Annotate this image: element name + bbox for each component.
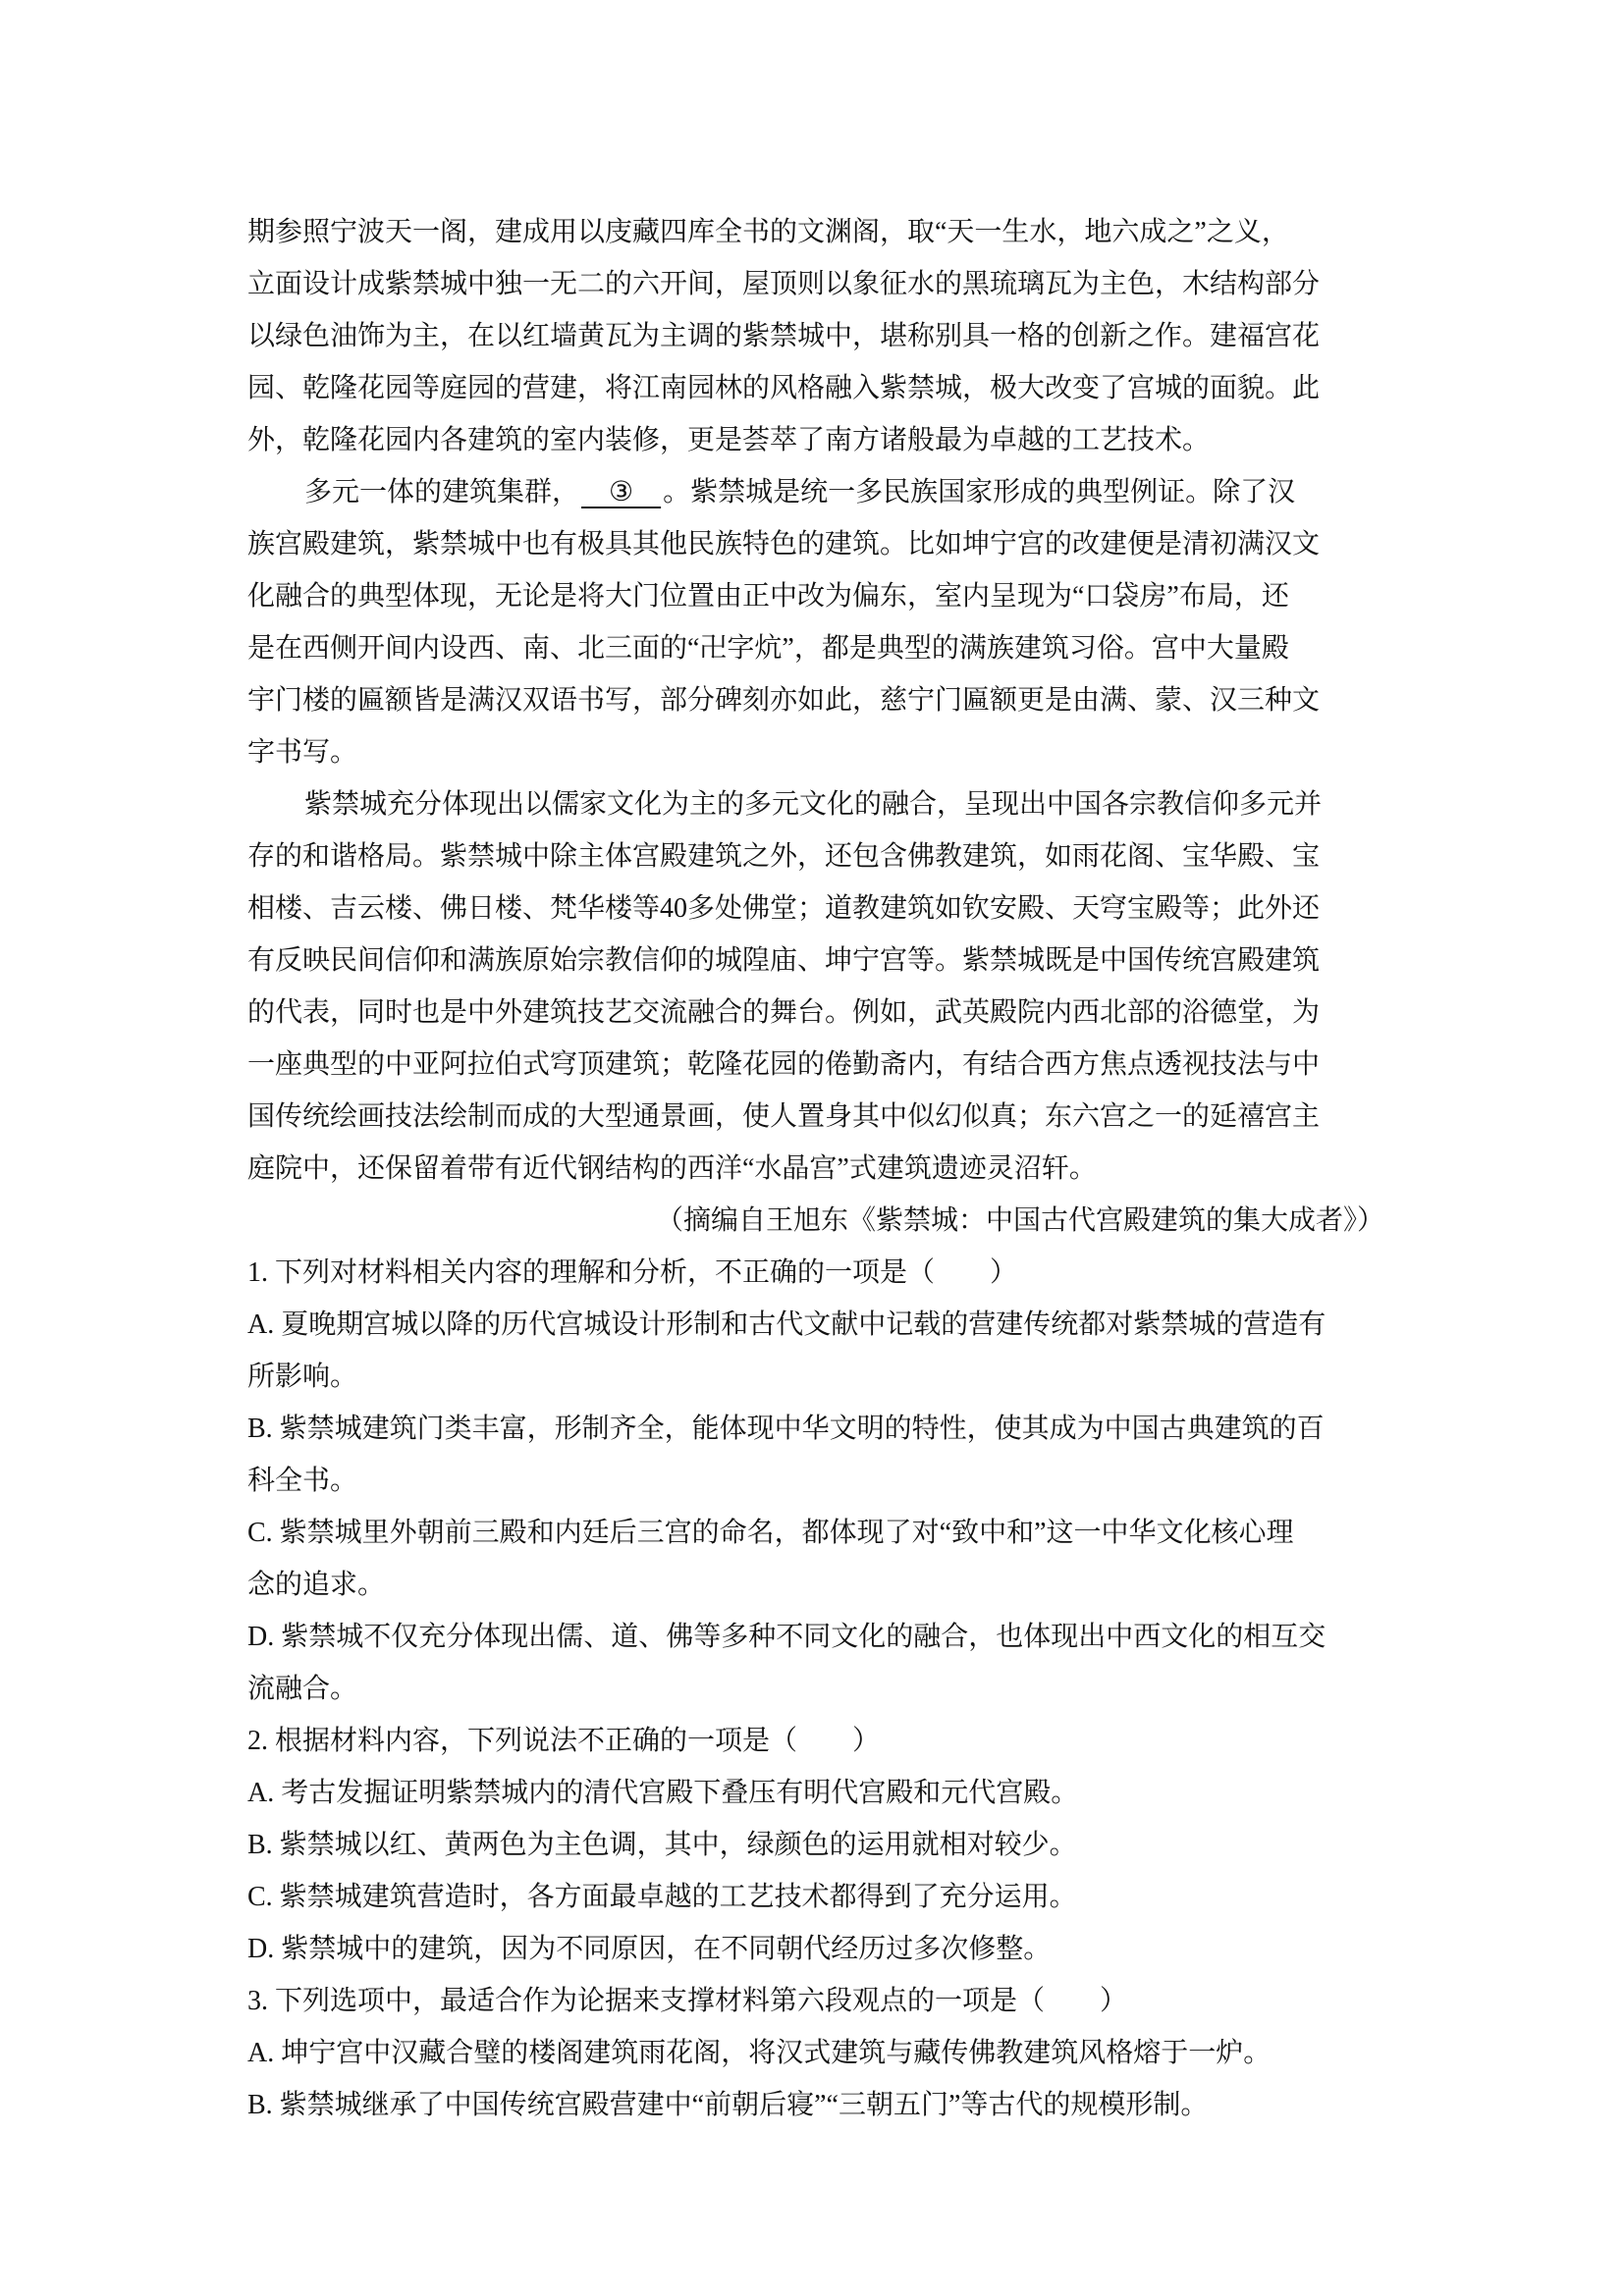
fill-blank-3: ③ bbox=[581, 477, 662, 507]
text-line: 园、乾隆花园等庭园的营建，将江南园林的风格融入紫禁城，极大改变了宫城的面貌。此 bbox=[247, 373, 1321, 403]
source-citation: （摘编自王旭东《紫禁城：中国古代宫殿建筑的集大成者》） bbox=[655, 1205, 1384, 1236]
option-text: 科全书。 bbox=[247, 1466, 358, 1496]
paragraph-wenyuange bbox=[247, 206, 1386, 466]
option-a bbox=[247, 1299, 1386, 1403]
text-line: 存的和谐格局。紫禁城中除主体宫殿建筑之外，还包含佛教建筑，如雨花阁、宝华殿、宝 bbox=[247, 841, 1321, 872]
question-3 bbox=[247, 1975, 1386, 2131]
option-d: D. 紫禁城中的建筑，因为不同原因，在不同朝代经历过多次修整。 bbox=[247, 1934, 1052, 1964]
option-b bbox=[247, 1403, 1386, 1507]
text-line bbox=[247, 466, 1386, 518]
option-d bbox=[247, 1611, 1386, 1715]
question-2 bbox=[247, 1715, 1386, 1975]
option-text: 念的追求。 bbox=[247, 1570, 386, 1600]
option-c bbox=[247, 1507, 1386, 1611]
text-line: 化融合的典型体现，无论是将大门位置由正中改为偏东，室内呈现为“口袋房”布局，还 bbox=[247, 581, 1289, 612]
text-line: 一座典型的中亚阿拉伯式穹顶建筑；乾隆花园的倦勤斋内，有结合西方焦点透视技法与中 bbox=[247, 1049, 1321, 1080]
text-line: 宇门楼的匾额皆是满汉双语书写，部分碑刻亦如此，慈宁门匾额更是由满、蒙、汉三种文 bbox=[247, 685, 1321, 716]
question-stem: 2. 根据材料内容，下列说法不正确的一项是（ ） bbox=[247, 1726, 881, 1756]
text-line: 有反映民间信仰和满族原始宗教信仰的城隍庙、坤宁宫等。紫禁城既是中国传统宫殿建筑 bbox=[247, 945, 1321, 976]
text-line: 外，乾隆花园内各建筑的室内装修，更是荟萃了南方诸般最为卓越的工艺技术。 bbox=[247, 425, 1211, 455]
text-line: 字书写。 bbox=[247, 737, 358, 768]
text-line: 相楼、吉云楼、佛日楼、梵华楼等40多处佛堂；道教建筑如钦安殿、天穹宝殿等；此外还 bbox=[247, 893, 1321, 924]
text-line: 族宫殿建筑，紫禁城中也有极具其他民族特色的建筑。比如坤宁宫的改建便是清初满汉文 bbox=[247, 529, 1321, 560]
paragraph-culture-fusion bbox=[247, 778, 1386, 1195]
text-line: 紫禁城充分体现出以儒家文化为主的多元文化的融合，呈现出中国各宗教信仰多元并 bbox=[304, 789, 1323, 820]
text-line: 国传统绘画技法绘制而成的大型通景画，使人置身其中似幻似真；东六宫之一的延禧宫主 bbox=[247, 1101, 1321, 1132]
passage bbox=[247, 206, 1386, 1247]
option-text: B. 紫禁城建筑门类丰富，形制齐全，能体现中华文明的特性，使其成为中国古典建筑的百 bbox=[247, 1414, 1325, 1444]
paragraph-multiethnic bbox=[247, 466, 1386, 778]
text-segment: 。紫禁城是统一多民族国家形成的典型例证。除了汉 bbox=[663, 477, 1296, 507]
option-c: C. 紫禁城建筑营造时，各方面最卓越的工艺技术都得到了充分运用。 bbox=[247, 1882, 1077, 1912]
option-text: D. 紫禁城不仅充分体现出儒、道、佛等多种不同文化的融合，也体现出中西文化的相互交 bbox=[247, 1622, 1326, 1652]
option-a: A. 考古发掘证明紫禁城内的清代宫殿下叠压有明代宫殿和元代宫殿。 bbox=[247, 1778, 1079, 1808]
option-a: A. 坤宁宫中汉藏合璧的楼阁建筑雨花阁，将汉式建筑与藏传佛教建筑风格熔于一炉。 bbox=[247, 2038, 1272, 2068]
option-text: A. 夏晚期宫城以降的历代宫城设计形制和古代文献中记载的营建传统都对紫禁城的营造有 bbox=[247, 1309, 1326, 1340]
text-line: 是在西侧开间内设西、南、北三面的“卍字炕”，都是典型的满族建筑习俗。宫中大量殿 bbox=[247, 633, 1289, 664]
question-stem: 1. 下列对材料相关内容的理解和分析，不正确的一项是（ ） bbox=[247, 1257, 1018, 1288]
option-text: 所影响。 bbox=[247, 1362, 358, 1392]
text-line: 庭院中，还保留着带有近代钢结构的西洋“水晶宫”式建筑遗迹灵沼轩。 bbox=[247, 1153, 1097, 1184]
text-line: 以绿色油饰为主，在以红墙黄瓦为主调的紫禁城中，堪称别具一格的创新之作。建福宫花 bbox=[247, 321, 1321, 351]
option-b: B. 紫禁城以红、黄两色为主色调，其中，绿颜色的运用就相对较少。 bbox=[247, 1830, 1077, 1860]
question-stem: 3. 下列选项中，最适合作为论据来支撑材料第六段观点的一项是（ ） bbox=[247, 1986, 1128, 2016]
option-text: C. 紫禁城里外朝前三殿和内廷后三宫的命名，都体现了对“致中和”这一中华文化核心理 bbox=[247, 1518, 1294, 1548]
text-line: 立面设计成紫禁城中独一无二的六开间，屋顶则以象征水的黑琉璃瓦为主色，木结构部分 bbox=[247, 269, 1321, 299]
text-segment: 多元一体的建筑集群， bbox=[304, 477, 580, 507]
question-1 bbox=[247, 1247, 1386, 1715]
text-line: 的代表，同时也是中外建筑技艺交流融合的舞台。例如，武英殿院内西北部的浴德堂，为 bbox=[247, 997, 1321, 1028]
option-text: 流融合。 bbox=[247, 1674, 358, 1704]
option-b: B. 紫禁城继承了中国传统宫殿营建中“前朝后寝”“三朝五门”等古代的规模形制。 bbox=[247, 2090, 1209, 2120]
text-line: 期参照宁波天一阁，建成用以庋藏四库全书的文渊阁，取“天一生水，地六成之”之义， bbox=[247, 217, 1289, 247]
